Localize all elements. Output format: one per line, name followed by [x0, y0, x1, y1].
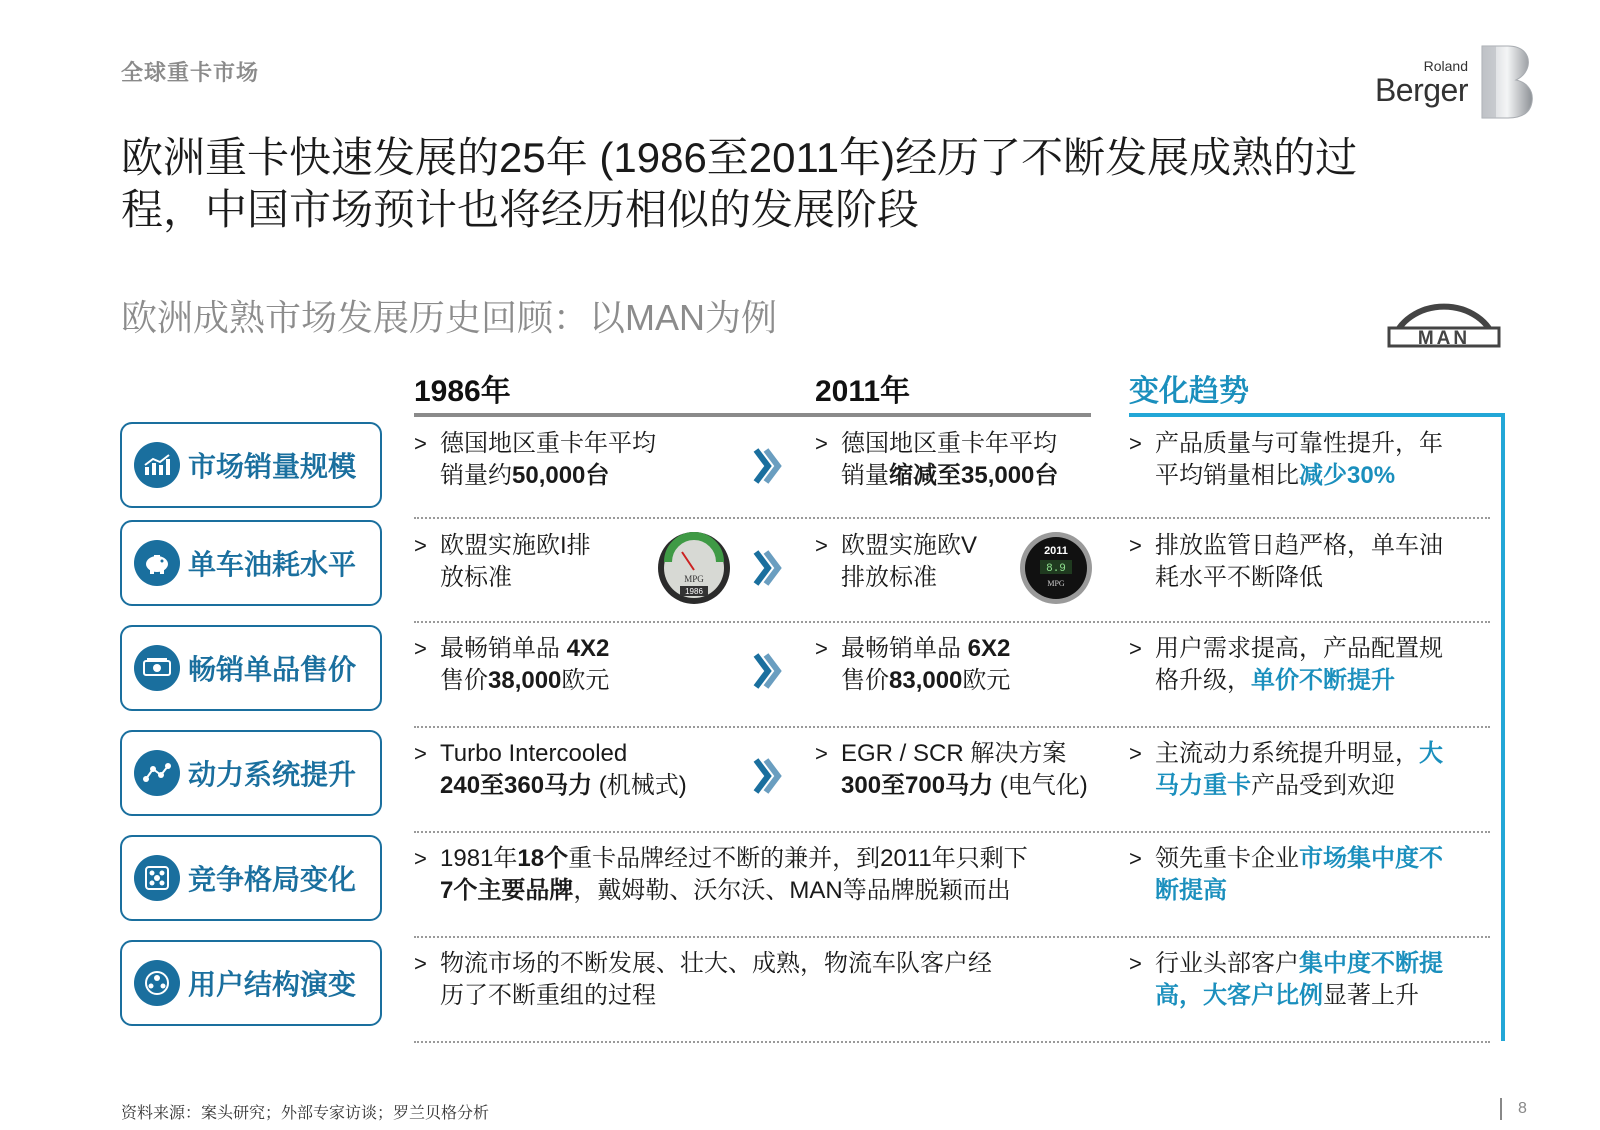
man-logo-text: MAN	[1417, 328, 1471, 349]
category-label: 市场销量规模	[188, 451, 357, 482]
cell-trend-fuel: > 排放监管日趋严格，单车油 耗水平不断降低	[1129, 532, 1443, 591]
mpg-gauge-2011-icon	[1018, 530, 1094, 606]
b-mark-icon	[1478, 44, 1536, 120]
cell-trend-powertrain: > 主流动力系统提升明显，大 马力重卡产品受到欢迎	[1129, 740, 1443, 799]
cell-1986-powertrain: > Turbo Intercooled 240至360马力 (机械式)	[414, 740, 687, 799]
bar-chart-icon	[134, 442, 180, 488]
page-number: 8	[1518, 1100, 1527, 1117]
svg-text:MPG: MPG	[684, 574, 704, 584]
chevron-right-icon	[752, 548, 782, 588]
row-separator	[414, 831, 1490, 833]
man-logo	[1385, 290, 1503, 352]
svg-text:1986: 1986	[685, 587, 703, 596]
section-title: 全球重卡市场	[121, 60, 260, 85]
source-note: 资料来源：案头研究；外部专家访谈；罗兰贝格分析	[121, 1105, 490, 1122]
category-label: 单车油耗水平	[188, 549, 357, 580]
cell-2011-powertrain: > EGR / SCR 解决方案 300至700马力 (电气化)	[815, 740, 1088, 799]
category-market-volume	[120, 422, 382, 508]
trend-side-rule	[1501, 413, 1505, 1041]
mpg-gauge-1986-icon	[656, 530, 732, 606]
cell-1986-price: > 最畅销单品 4X2 售价38,000欧元	[414, 635, 610, 694]
header-rule	[414, 413, 1091, 417]
category-powertrain	[120, 730, 382, 816]
main-title	[121, 132, 1481, 236]
title-line-2: 程，中国市场预计也将经历相似的发展阶段	[121, 186, 920, 233]
chevron-right-icon	[752, 651, 782, 691]
cell-1986-fuel: > 欧盟实施欧I排 放标准	[414, 532, 591, 591]
banknote-icon	[134, 645, 180, 691]
cell-1986-volume: > 德国地区重卡年平均 销量约50,000台	[414, 430, 656, 489]
category-competition	[120, 835, 382, 921]
category-customer-structure	[120, 940, 382, 1026]
category-label: 用户结构演变	[188, 969, 357, 1000]
category-label: 畅销单品售价	[188, 654, 357, 685]
subtitle: 欧洲成熟市场发展历史回顾：以MAN为例	[121, 297, 777, 338]
cell-2011-volume: > 德国地区重卡年平均 销量缩减至35,000台	[815, 430, 1059, 489]
row-separator	[414, 517, 1490, 519]
category-label: 竞争格局变化	[188, 864, 357, 895]
row-separator	[414, 726, 1490, 728]
cell-trend-customer: > 行业头部客户集中度不断提 高，大客户比例显著上升	[1129, 950, 1443, 1009]
page-divider	[1500, 1098, 1502, 1120]
row-separator	[414, 936, 1490, 938]
users-icon	[134, 960, 180, 1006]
grid-dots-icon	[134, 855, 180, 901]
svg-text:2011: 2011	[1044, 545, 1068, 557]
chevron-right-icon	[752, 756, 782, 796]
cell-customer-merged: > 物流市场的不断发展、壮大、成熟，物流车队客户经 历了不断重组的过程	[414, 950, 992, 1009]
network-icon	[134, 750, 180, 796]
cell-competition-merged: > 1981年18个重卡品牌经过不断的兼并，到2011年只剩下 7个主要品牌，戴姆勒、沃尔沃、MAN等品牌脱颖而出	[414, 845, 1028, 904]
cell-2011-price: > 最畅销单品 6X2 售价83,000欧元	[815, 635, 1011, 694]
cell-2011-fuel: > 欧盟实施欧V 排放标准	[815, 532, 978, 591]
brand-top: Roland	[1423, 58, 1468, 74]
trend-rule	[1129, 413, 1505, 417]
svg-text:MPG: MPG	[1047, 579, 1065, 588]
chevron-right-icon	[752, 446, 782, 486]
category-label: 动力系统提升	[188, 759, 357, 790]
cell-trend-competition: > 领先重卡企业市场集中度不 断提高	[1129, 845, 1443, 904]
svg-text:8.9: 8.9	[1046, 563, 1066, 575]
category-fuel-consumption	[120, 520, 382, 606]
column-2011: 2011年	[815, 375, 911, 408]
cell-trend-price: > 用户需求提高，产品配置规 格升级，单价不断提升	[1129, 635, 1443, 694]
column-1986: 1986年	[414, 375, 511, 408]
title-line-1: 欧洲重卡快速发展的25年 (1986至2011年)经历了不断发展成熟的过	[121, 134, 1358, 181]
row-separator	[414, 1041, 1490, 1043]
row-separator	[414, 621, 1490, 623]
piggy-bank-icon	[134, 540, 180, 586]
cell-trend-volume: > 产品质量与可靠性提升，年 平均销量相比减少30%	[1129, 430, 1443, 489]
category-best-seller-price	[120, 625, 382, 711]
brand-main: Berger	[1374, 72, 1468, 108]
column-trend: 变化趋势	[1129, 375, 1249, 408]
